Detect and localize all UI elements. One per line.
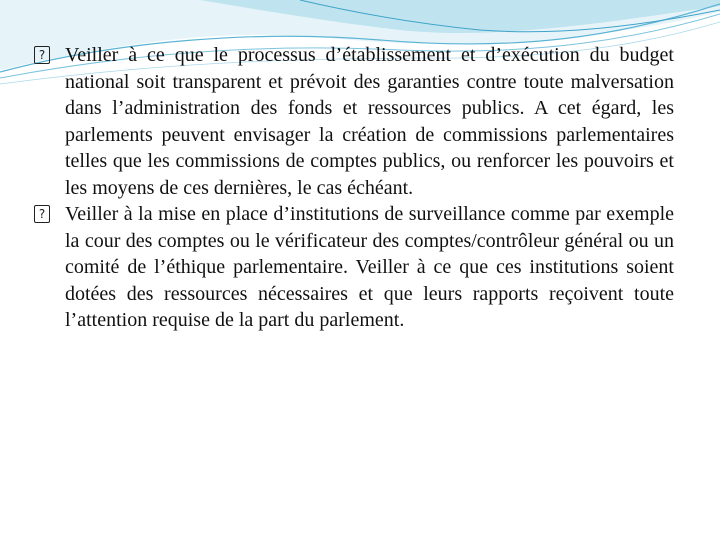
bullet-text: Veiller à ce que le processus d’établissement et d’exécution du budget national soit transparent et prévoit des garanties contre toute malversation dans l’administration des fonds et ressources publics. A cet égard, les parlements peuvent envisager la création de commissions parlementaires telles que les commissions de comptes publics, ou renforcer les pouvoirs et les moyens de ces dernières, le cas échéant. <box>65 44 674 199</box>
missing-glyph-bullet-icon: ? <box>34 46 50 64</box>
bullet-item <box>34 42 674 201</box>
bullet-text: Veiller à la mise en place d’institutions de surveillance comme par exemple la cour des comptes ou le vérificateur des comptes/contrôleur général ou un comité de l’éthique parlementaire. Veiller à ce que ces institutions soient dotées des ressources nécessaires et que leurs rapports reçoivent toute l’attention requise de la part du parlement. <box>65 203 674 331</box>
bullet-item <box>34 201 674 334</box>
missing-glyph-bullet-icon: ? <box>34 205 50 223</box>
slide-body <box>34 42 674 334</box>
